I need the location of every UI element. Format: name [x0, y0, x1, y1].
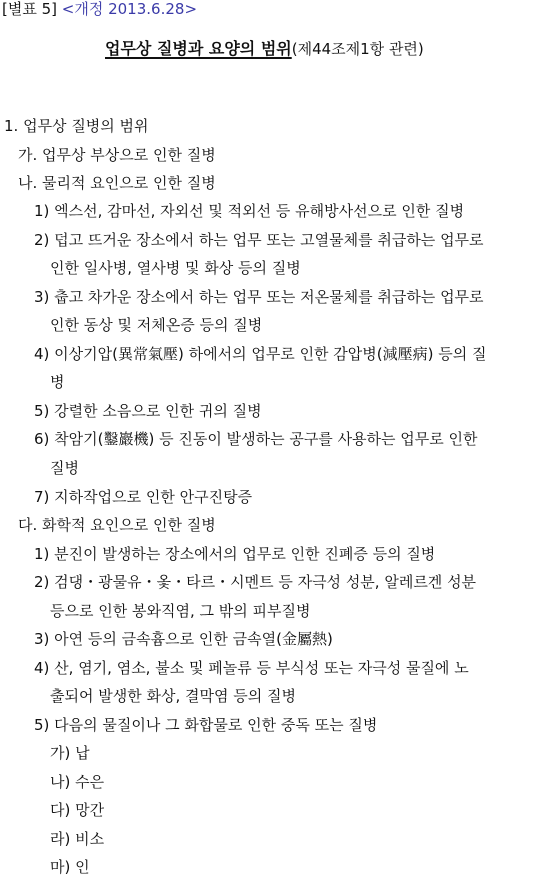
- list-item-continuation: 출되어 발생한 화상, 결막염 등의 질병: [50, 687, 296, 705]
- list-item: 3) 아연 등의 금속흄으로 인한 금속열(金屬熱): [34, 630, 333, 648]
- list-item: 3) 춥고 차가운 장소에서 하는 업무 또는 저온물체를 취급하는 업무로: [34, 288, 484, 306]
- list-item: 6) 착암기(鑿巖機) 등 진동이 발생하는 공구를 사용하는 업무로 인한: [34, 430, 478, 448]
- annex-label: [별표 5]: [2, 0, 57, 18]
- list-item: 4) 산, 염기, 염소, 불소 및 페놀류 등 부식성 또는 자극성 물질에 노: [34, 659, 469, 677]
- sub-list-item: 나) 수은: [50, 773, 105, 791]
- title-reference: (제44조제1항 관련): [291, 40, 424, 58]
- sub-list-item: 가) 납: [50, 744, 90, 762]
- sub-list-item: 마) 인: [50, 858, 90, 876]
- list-item: 1) 분진이 발생하는 장소에서의 업무로 인한 진폐증 등의 질병: [34, 545, 436, 563]
- list-item-continuation: 인한 일사병, 열사병 및 화상 등의 질병: [50, 259, 301, 277]
- list-item: 5) 다음의 물질이나 그 화합물로 인한 중독 또는 질병: [34, 716, 378, 734]
- list-item: 5) 강렬한 소음으로 인한 귀의 질병: [34, 402, 262, 420]
- sub-list-item: 라) 비소: [50, 830, 105, 848]
- title-main: 업무상 질병과 요양의 범위: [105, 39, 292, 58]
- list-item-continuation: 병: [50, 373, 65, 391]
- sub-list-item: 다) 망간: [50, 801, 105, 819]
- list-item: 1) 엑스선, 감마선, 자외선 및 적외선 등 유해방사선으로 인한 질병: [34, 202, 465, 220]
- subsection-heading: 나. 물리적 요인으로 인한 질병: [18, 174, 216, 192]
- amendment-date: <개정 2013.6.28>: [61, 0, 198, 18]
- subsection-heading: 다. 화학적 요인으로 인한 질병: [18, 516, 216, 534]
- page-title: [105, 40, 424, 58]
- list-item: 2) 검댕・광물유・옻・타르・시멘트 등 자극성 성분, 알레르겐 성분: [34, 573, 477, 591]
- list-item: 2) 덥고 뜨거운 장소에서 하는 업무 또는 고열물체를 취급하는 업무로: [34, 231, 484, 249]
- list-item: 4) 이상기압(異常氣壓) 하에서의 업무로 인한 감압병(減壓病) 등의 질: [34, 345, 487, 363]
- list-item: 7) 지하작업으로 인한 안구진탕증: [34, 488, 253, 506]
- section-heading: 1. 업무상 질병의 범위: [4, 117, 149, 135]
- list-item-continuation: 질병: [50, 459, 79, 477]
- list-item-continuation: 등으로 인한 봉와직염, 그 밖의 피부질병: [50, 602, 311, 620]
- subsection-heading: 가. 업무상 부상으로 인한 질병: [18, 146, 216, 164]
- annex-header: [2, 0, 197, 18]
- list-item-continuation: 인한 동상 및 저체온증 등의 질병: [50, 316, 263, 334]
